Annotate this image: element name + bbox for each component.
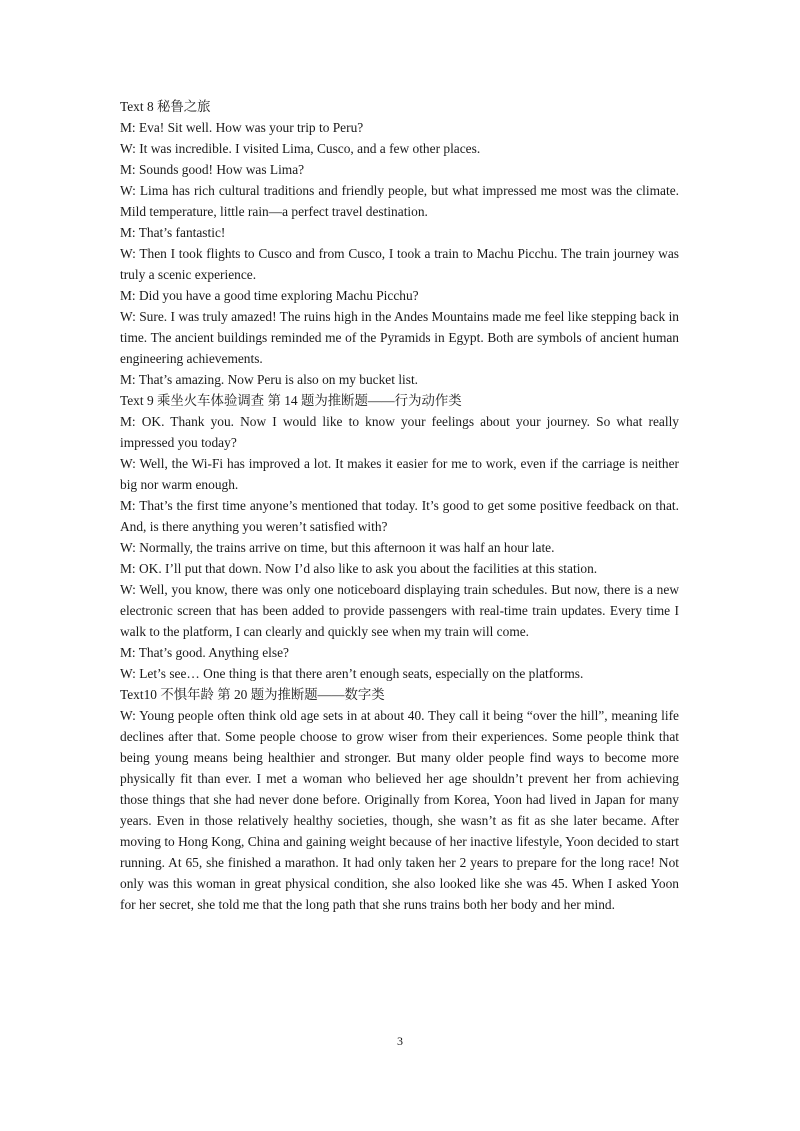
document-body <box>120 96 679 915</box>
dialogue-line: W: Sure. I was truly amazed! The ruins high in the Andes Mountains made me feel like stepping back in time. The ancient buildings reminded me of the Pyramids in Egypt. Both are symbols of ancient human engineering achievements. <box>120 309 679 366</box>
dialogue-line: M: OK. Thank you. Now I would like to know your feelings about your journey. So what really impressed you today? <box>120 414 679 450</box>
monologue-paragraph: W: Young people often think old age sets in at about 40. They call it being “over the hill”, meaning life declines after that. Some people choose to grow wiser from their experiences. Some people think that being young means being healthier and stronger. But many older people find ways to become more physically fit than ever. I met a woman who believed her age shouldn’t prevent her from achieving those things that she had never done before. Originally from Korea, Yoon had lived in Japan for many years. Even in those relatively healthy societies, though, she wasn’t as fit as she later became. After moving to Hong Kong, China and gaining weight because of her inactive lifestyle, Yoon decided to start running. At 65, she finished a marathon. It had only taken her 2 years to prepare for the long race! Not only was this woman in great physical condition, she also looked like she was 45. When I asked Yoon for her secret, she told me that the long path that she runs trains both her body and her mind. <box>120 708 679 912</box>
dialogue-line: W: Normally, the trains arrive on time, but this afternoon it was half an hour late. <box>120 540 555 555</box>
dialogue-line: M: Did you have a good time exploring Machu Picchu? <box>120 288 419 303</box>
dialogue-line: M: That’s fantastic! <box>120 225 226 240</box>
dialogue-line: W: Well, the Wi-Fi has improved a lot. It makes it easier for me to work, even if the carriage is neither big nor warm enough. <box>120 456 679 492</box>
page-number: 3 <box>397 1034 403 1048</box>
dialogue-line: M: Sounds good! How was Lima? <box>120 162 305 177</box>
dialogue-line: W: Well, you know, there was only one noticeboard displaying train schedules. But now, there is a new electronic screen that has been added to provide passengers with real-time train updates. Every time I walk to the platform, I can clearly and quickly see when my train will come. <box>120 582 679 639</box>
section-heading-text8: Text 8 秘鲁之旅 <box>120 99 211 114</box>
dialogue-line: W: Let’s see… One thing is that there aren’t enough seats, especially on the platforms. <box>120 666 584 681</box>
section-heading-text10: Text10 不惧年龄 第 20 题为推断题——数字类 <box>120 687 385 702</box>
dialogue-line: W: Then I took flights to Cusco and from Cusco, I took a train to Machu Picchu. The train journey was truly a scenic experience. <box>120 246 679 282</box>
dialogue-line: M: That’s the first time anyone’s mentioned that today. It’s good to get some positive feedback on that. And, is there anything you weren’t satisfied with? <box>120 498 679 534</box>
dialogue-line: M: That’s good. Anything else? <box>120 645 289 660</box>
dialogue-line: W: It was incredible. I visited Lima, Cusco, and a few other places. <box>120 141 481 156</box>
section-heading-text9: Text 9 乘坐火车体验调查 第 14 题为推断题——行为动作类 <box>120 393 462 408</box>
dialogue-line: M: Eva! Sit well. How was your trip to Peru? <box>120 120 364 135</box>
dialogue-line: M: OK. I’ll put that down. Now I’d also like to ask you about the facilities at this station. <box>120 561 598 576</box>
dialogue-line: M: That’s amazing. Now Peru is also on my bucket list. <box>120 372 419 387</box>
dialogue-line: W: Lima has rich cultural traditions and friendly people, but what impressed me most was the climate. Mild temperature, little rain—a perfect travel destination. <box>120 183 679 219</box>
